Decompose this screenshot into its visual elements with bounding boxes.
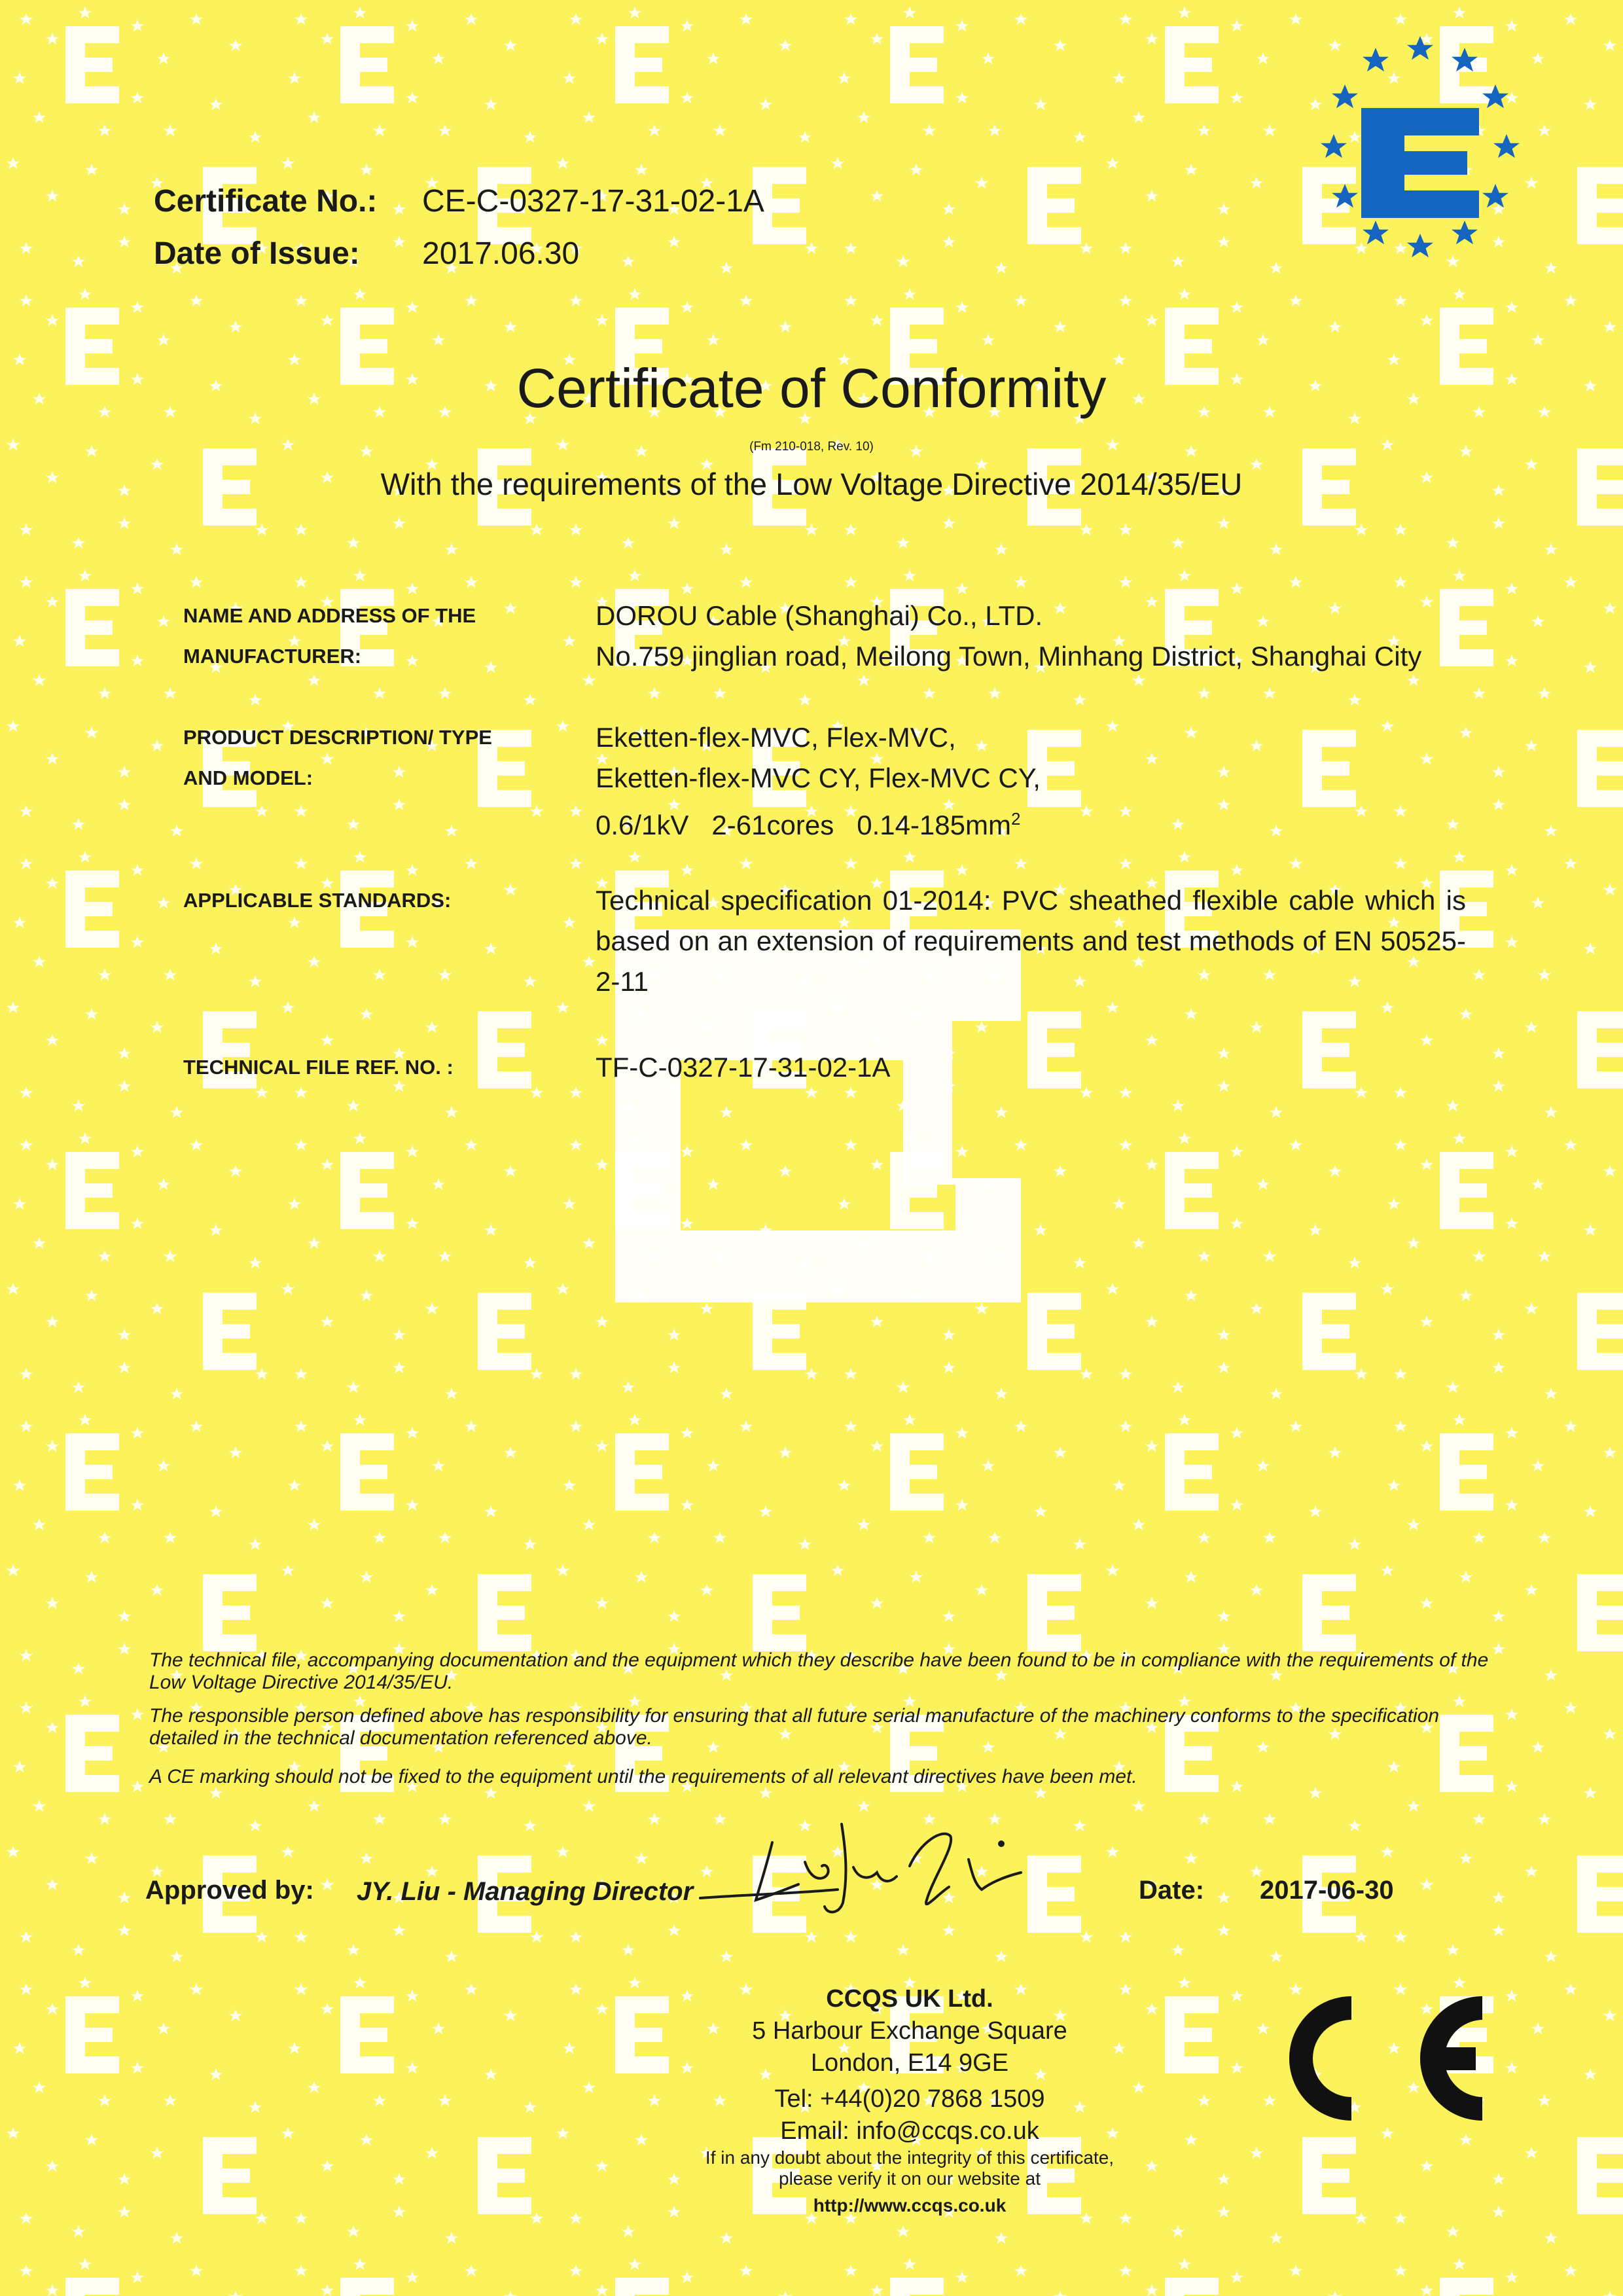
manufacturer-label	[183, 596, 476, 677]
logo-e-letter	[1361, 108, 1479, 218]
issuer-address-line: 5 Harbour Exchange Square	[752, 2017, 1067, 2045]
approval-date-label: Date:	[1139, 1876, 1205, 1905]
issuer-address-block	[615, 1983, 1204, 2221]
product-value	[596, 717, 1041, 846]
product-line: Eketten-flex-MVC CY, Flex-MVC CY,	[596, 762, 1041, 793]
certificate-number-value: CE-C-0327-17-31-02-1A	[422, 184, 764, 219]
approver-name: JY. Liu - Managing Director	[357, 1877, 694, 1906]
product-spec-line	[596, 798, 1041, 846]
directive-subtitle: With the requirements of the Low Voltage Directive 2014/35/EU	[380, 467, 1243, 501]
product-line: Eketten-flex-MVC, Flex-MVC,	[596, 722, 956, 753]
manufacturer-label-line: MANUFACTURER:	[183, 645, 362, 668]
verification-note: please verify it on our website at	[779, 2168, 1041, 2189]
product-label-line: AND MODEL:	[183, 766, 313, 789]
manufacturer-label-line: NAME AND ADDRESS OF THE	[183, 604, 476, 627]
approved-by-label: Approved by:	[145, 1876, 314, 1905]
approval-date-value: 2017-06-30	[1260, 1876, 1394, 1905]
issuer-website-link[interactable]: http://www.ccqs.co.uk	[813, 2195, 1007, 2215]
ce-mark-icon	[1253, 1983, 1489, 2134]
issuer-address-line: London, E14 9GE	[810, 2049, 1009, 2077]
manufacturer-name: DOROU Cable (Shanghai) Co., LTD.	[596, 600, 1043, 631]
document-title: Certificate of Conformity	[516, 357, 1107, 419]
handwritten-signature	[694, 1816, 1060, 1921]
issuer-telephone: Tel: +44(0)20 7868 1509	[774, 2085, 1045, 2113]
technical-file-value: TF-C-0327-17-31-02-1A	[596, 1052, 891, 1083]
ce-marking-statement: A CE marking should not be fixed to the equipment until the requirements of all relevant directives have been met.	[149, 1766, 1137, 1787]
product-label	[183, 717, 492, 798]
star-ring	[1321, 36, 1520, 257]
manufacturer-value	[596, 596, 1421, 677]
verification-note: If in any doubt about the integrity of this certificate,	[705, 2147, 1115, 2168]
superscript: 2	[1010, 809, 1021, 829]
product-spec-text: 0.6/1kV 2-61cores 0.14-185mm	[596, 810, 1011, 840]
form-reference: (Fm 210-018, Rev. 10)	[749, 440, 874, 454]
date-of-issue-value: 2017.06.30	[422, 236, 580, 271]
compliance-statement: The technical file, accompanying documentation and the equipment which they describe have been found to be in compliance with the requirements of the Low Voltage Directive 2014/35/EU.	[149, 1649, 1489, 1693]
responsibility-statement: The responsible person defined above has responsibility for ensuring that all future serial manufacture of the machinery conforms to the specification detailed in the technical documentation referenced above.	[149, 1705, 1440, 1749]
date-of-issue-label: Date of Issue:	[154, 236, 360, 271]
standards-value: Technical specification 01-2014: PVC sheathed flexible cable which is based on an extension of requirements and test methods of EN 50525-2-11	[596, 885, 1466, 997]
manufacturer-address: No.759 jinglian road, Meilong Town, Minhang District, Shanghai City	[596, 641, 1422, 672]
issuer-company: CCQS UK Ltd.	[826, 1985, 993, 2013]
technical-file-label: TECHNICAL FILE REF. NO. :	[183, 1056, 454, 1079]
certificate-number-label: Certificate No.:	[154, 184, 378, 219]
product-label-line: PRODUCT DESCRIPTION/ TYPE	[183, 726, 492, 749]
standards-label: APPLICABLE STANDARDS:	[183, 889, 452, 912]
issuer-email: Email: info@ccqs.co.uk	[780, 2117, 1039, 2145]
e-star-circle-logo	[1296, 29, 1544, 265]
